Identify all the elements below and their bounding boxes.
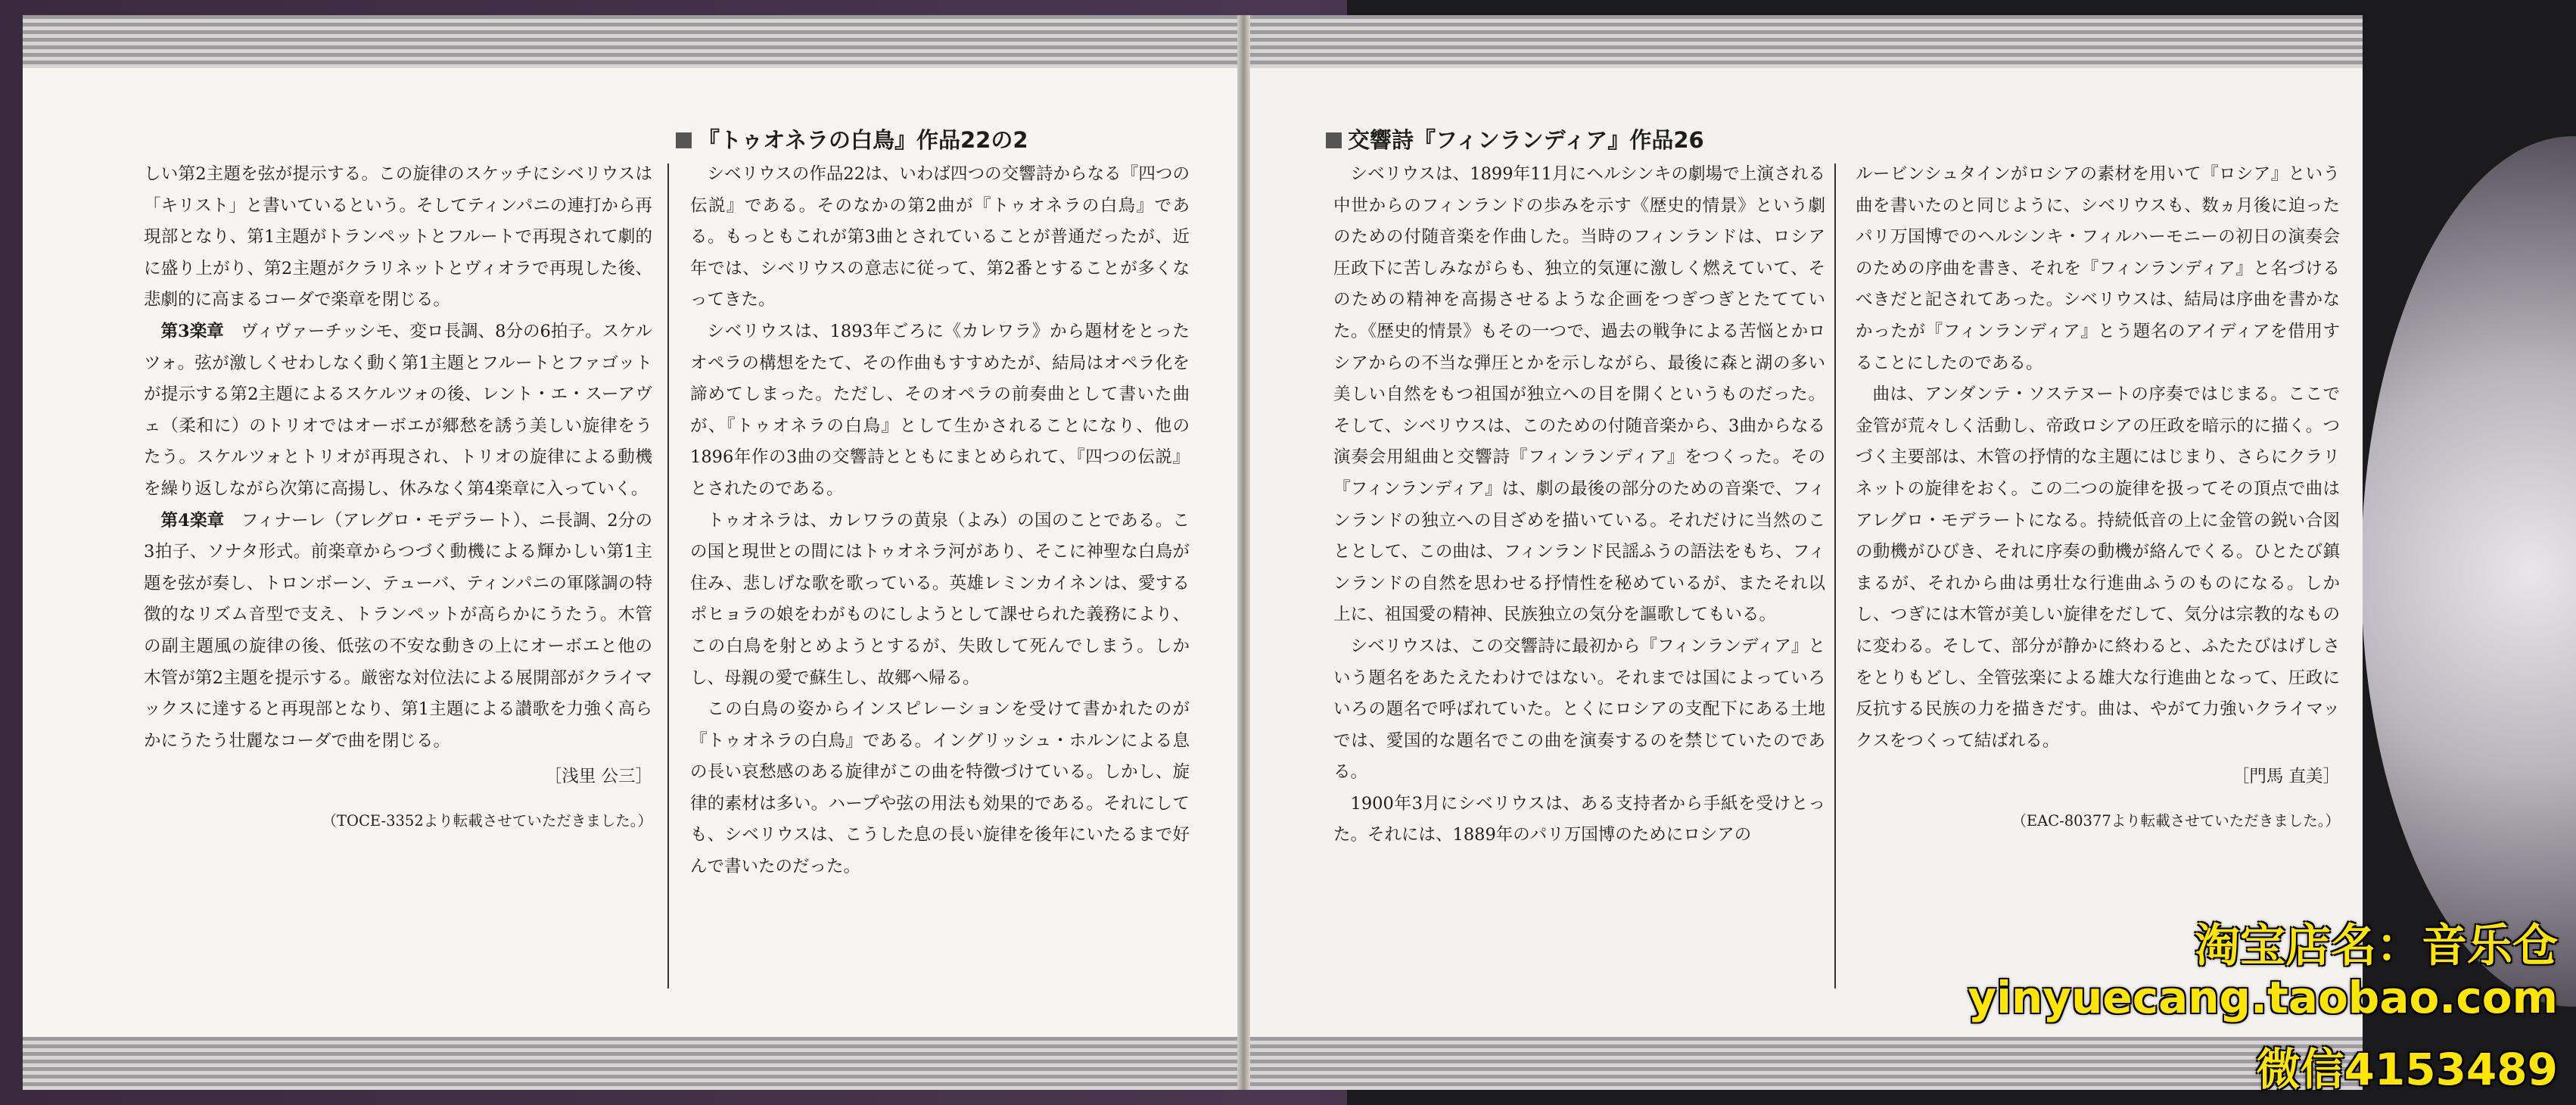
section-heading: [1326, 123, 1704, 154]
left-page: [23, 15, 1237, 1090]
paragraph: トゥオネラは、カレワラの黄泉（よみ）の国のことである。この国と現世との間にはトゥオネラ河があり、そこに神聖な白鳥が住み、悲しげな歌を歌っている。英雄レミンカイネンは、愛するポヒョラの娘をわがものにしようとして課せられた義務により、この白鳥を射とめようとするが、失敗して死んでしまう。しかし、母親の愛で蘇生し、故郷へ帰る。: [690, 510, 1190, 688]
movement-4-label: 第4楽章: [160, 510, 225, 531]
left-column-tuonela: [690, 159, 1190, 883]
column-divider: [667, 163, 669, 988]
paragraph: シベリウスは、1899年11月にヘルシンキの劇場で上演される中世からのフィンランドの歩みを示す《歴史的情景》という劇のための付随音楽を作曲した。当時のフィンランドは、ロシア圧政下に苦しみながらも、独立的気運に激しく燃えていて、そのための精神を高揚させるような企画をつぎつぎとたてていた。《歴史的情景》もその一つで、過去の戦争による苦悩とかロシアからの不当な弾圧とかを示しながら、最後に森と湖の多い美しい自然をもつ祖国が独立への目を開くというものだった。そして、シベリウスは、このための付随音楽から、3曲からなる演奏会用組曲と交響詩『フィンランディア』をつくった。その『フィンランディア』は、劇の最後の部分のための音楽で、フィンランドの独立への目ざめを描いている。それだけに当然のこととして、この曲は、フィンランド民謡ふうの語法をもち、フィンランドの自然を思わせる抒情性を秘めているが、またそれ以上に、祖国愛の精神、民族独立の気分を謳歌してもいる。: [1333, 164, 1825, 625]
paragraph: ルービンシュタインがロシアの素材を用いて『ロシア』という曲を書いたのと同じように、シベリウスも、数ヵ月後に迫ったパリ万国博でのヘルシンキ・フィルハーモニーの初日の演奏会のための序曲を書き、それを『フィンランディア』と名づけるべきだと記されてあった。シベリウスは、結局は序曲を書かなかったが『フィンランディア』とう題名のアイディアを借用することにしたのである。: [1856, 164, 2340, 373]
top-stripe-band: [1250, 15, 2363, 68]
paragraph: 1900年3月にシベリウスは、ある支持者から手紙を受けとった。それには、1889年のパリ万国博のためにロシアの: [1333, 793, 1825, 845]
bottom-stripe-band: [1250, 1037, 2363, 1090]
movement-3: [144, 316, 652, 506]
watermark-wechat: 微信4153489: [2256, 1044, 2558, 1095]
author-signature: ［門馬 直美］: [2232, 767, 2340, 787]
left-column-symphony: [144, 159, 652, 836]
heading-square-icon: [1326, 132, 1342, 148]
movement-4: [144, 506, 652, 758]
paragraph: シベリウスの作品22は、いわば四つの交響詩からなる『四つの伝説』である。そのなかの第2曲が『トゥオネラの白鳥』である。もっともこれが第3曲とされていることが普通だったが、近年では、シベリウスの意志に従って、第2番とすることが多くなってきた。: [690, 164, 1190, 310]
paragraph: シベリウスは、1893年ごろに《カレワラ》から題材をとったオペラの構想をたて、その作曲もすすめたが、結局はオペラ化を諦めてしまった。ただし、そのオペラの前奏曲として書いた曲が、『トゥオネラの白鳥』として生かされることになり、他の1896年作の3曲の交響詩とともにまとめられて、『四つの伝説』とされたのである。: [690, 321, 1190, 499]
column-divider: [1834, 163, 1836, 988]
reprint-credit: （TOCE-3352より転載させていただきました。）: [322, 811, 652, 830]
watermark-shop-name: 淘宝店名：音乐仓: [2195, 920, 2558, 973]
watermark-url: yinyuecang.taobao.com: [1968, 972, 2558, 1023]
booklet-spine: [1237, 15, 1250, 1090]
movement-4-text: フィナーレ（アレグロ・モデラート）、ニ長調、2分の3拍子、ソナタ形式。前楽章からつづく動機による輝かしい第1主題を弦が奏し、トロンボーン、テューバ、ティンパニの軍隊調の特徴的なリズム音型で支え、トランペットが高らかにうたう。木管の副主題風の旋律の後、低弦の不安な動きの上にオーボエと他の木管が第2主題を提示する。厳密な対位法による展開部がクライマックスに達すると再現部となり、第1主題による讃歌を力強く高らかにうたう壮麗なコーダで曲を閉じる。: [144, 510, 652, 751]
top-stripe-band: [23, 15, 1237, 68]
right-column-finlandia: [1333, 159, 1825, 851]
right-column-finlandia-cont: [1856, 159, 2340, 836]
reprint-credit: （EAC-80377より転載させていただきました。）: [2011, 811, 2340, 830]
section-heading: [676, 123, 1028, 154]
movement-3-text: ヴィヴァーチッシモ、変ロ長調、8分の6拍子。スケルツォ。弦が激しくせわしなく動く第1主題とフルートとファゴットが提示する第2主題によるスケルツォの後、レント・エ・スーアヴェ（柔和に）のトリオではオーボエが郷愁を誘う美しい旋律をうたう。スケルツォとトリオが再現され、トリオの旋律による動機を繰り返しながら次第に高揚し、休みなく第4楽章に入っていく。: [144, 321, 652, 499]
author-signature: ［浅里 公三］: [544, 767, 652, 787]
paragraph: しい第2主題を弦が提示する。この旋律のスケッチにシベリウスは「キリスト」と書いているという。そしてティンパニの連打から再現部となり、第1主題がトランペットとフルートで再現されて劇的に盛り上がり、第2主題がクラリネットとヴィオラで再現した後、悲劇的に高まるコーダで楽章を閉じる。: [144, 164, 652, 310]
heading-text: 『トゥオネラの白鳥』作品22の2: [698, 127, 1028, 153]
heading-text: 交響詩『フィンランディア』作品26: [1348, 127, 1704, 153]
paragraph: シベリウスは、この交響詩に最初から『フィンランディア』という題名をあたえたわけではない。それまでは国によっていろいろの題名で呼ばれていた。とくにロシアの支配下にある土地では、愛国的な題名でこの曲を演奏するのを禁じていたのである。: [1333, 636, 1825, 783]
paragraph: 曲は、アンダンテ・ソステヌートの序奏ではじまる。ここで金管が荒々しく活動し、帝政ロシアの圧政を暗示的に描く。つづく主要部は、木管の抒情的な主題にはじまり、さらにクラリネットの旋律をおく。この二つの旋律を扱ってその頂点で曲はアレグロ・モデラートになる。持続低音の上に金管の鋭い合図の動機がひびき、それに序奏の動機が絡んでくる。ひとたび鎮まるが、それから曲は勇壮な行進曲ふうのものになる。しかし、つぎには木管が美しい旋律をだして、気分は宗教的なものに変わる。そして、部分が静かに終わると、ふたたびはげしさをとりもどし、全管弦楽による雄大な行進曲となって、圧政に反抗する民族の力を描きだす。曲は、やがて力強いクライマックスをつくって結ばれる。: [1856, 384, 2340, 751]
bottom-stripe-band: [23, 1037, 1237, 1090]
paragraph: この白鳥の姿からインスピレーションを受けて書かれたのが『トゥオネラの白鳥』である。イングリッシュ・ホルンによる息の長い哀愁感のある旋律がこの曲を特徴づけている。しかし、旋律的素材は多い。ハープや弦の用法も効果的である。それにしても、シベリウスは、こうした息の長い旋律を後年にいたるまで好んで書いたのだった。: [690, 699, 1190, 877]
heading-square-icon: [676, 132, 692, 148]
movement-3-label: 第3楽章: [160, 321, 224, 341]
